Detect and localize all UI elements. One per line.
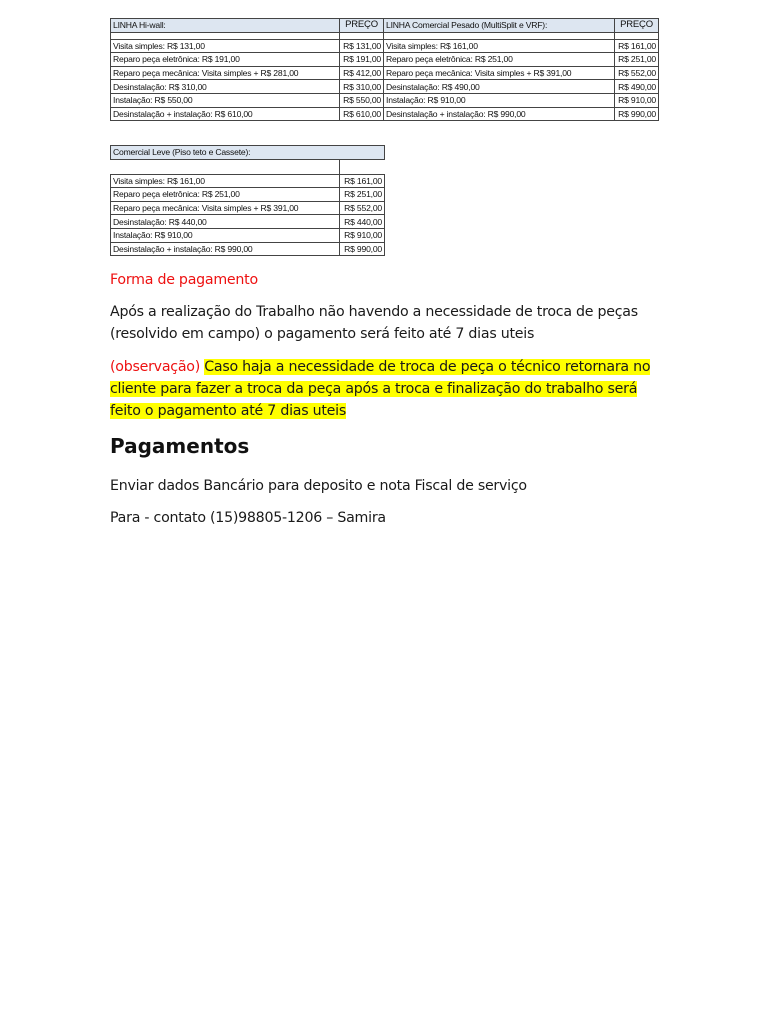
leve-price: R$ 990,00 xyxy=(340,242,385,256)
pagamentos-line-contact: Para - contato (15)98805-1206 – Samira xyxy=(110,510,386,526)
leve-item: Visita simples: R$ 161,00 xyxy=(111,174,340,188)
payment-paragraph: Após a realização do Trabalho não havendo a necessidade de troca de peças (resolvido em campo) o pagamento será feito até 7 dias uteis xyxy=(110,304,638,342)
comercial-pesado-header: LINHA Comercial Pesado (MultiSplit e VRF): xyxy=(384,19,615,33)
hiwall-price: R$ 610,00 xyxy=(340,107,384,121)
leve-price: R$ 251,00 xyxy=(340,188,385,202)
note-label: (observação) xyxy=(110,359,200,375)
table-row xyxy=(111,215,385,229)
pesado-price: R$ 161,00 xyxy=(615,39,659,53)
table-row xyxy=(111,39,659,53)
pesado-item: Reparo peça mecânica: Visita simples + R$ 391,00 xyxy=(384,66,615,80)
table-row xyxy=(111,53,659,67)
hiwall-price: R$ 191,00 xyxy=(340,53,384,67)
payment-note xyxy=(110,356,660,422)
hiwall-price: R$ 131,00 xyxy=(340,39,384,53)
pesado-item: Visita simples: R$ 161,00 xyxy=(384,39,615,53)
pagamentos-line-bank: Enviar dados Bancário para deposito e nota Fiscal de serviço xyxy=(110,478,527,494)
hiwall-price: R$ 310,00 xyxy=(340,80,384,94)
table-header-row xyxy=(111,146,385,160)
pesado-price: R$ 251,00 xyxy=(615,53,659,67)
hiwall-price: R$ 412,00 xyxy=(340,66,384,80)
hiwall-price-table xyxy=(110,18,659,121)
leve-item: Desinstalação: R$ 440,00 xyxy=(111,215,340,229)
hiwall-item: Desinstalação + instalação: R$ 610,00 xyxy=(111,107,340,121)
pesado-price: R$ 490,00 xyxy=(615,80,659,94)
pesado-item: Instalação: R$ 910,00 xyxy=(384,93,615,107)
leve-item: Desinstalação + instalação: R$ 990,00 xyxy=(111,242,340,256)
pesado-item: Desinstalação + instalação: R$ 990,00 xyxy=(384,107,615,121)
hiwall-item: Reparo peça mecânica: Visita simples + R$ 281,00 xyxy=(111,66,340,80)
comercial-leve-price-table xyxy=(110,145,385,256)
table-row xyxy=(111,93,659,107)
leve-item: Reparo peça eletrônica: R$ 251,00 xyxy=(111,188,340,202)
pesado-price: R$ 552,00 xyxy=(615,66,659,80)
pesado-price: R$ 990,00 xyxy=(615,107,659,121)
leve-price: R$ 552,00 xyxy=(340,201,385,215)
leve-item: Instalação: R$ 910,00 xyxy=(111,228,340,242)
table-row xyxy=(111,242,385,256)
table-row xyxy=(111,188,385,202)
leve-item: Reparo peça mecânica: Visita simples + R$ 391,00 xyxy=(111,201,340,215)
comercial-pesado-price-header: PREÇO xyxy=(615,19,659,33)
leve-price: R$ 910,00 xyxy=(340,228,385,242)
payment-heading: Forma de pagamento xyxy=(110,272,258,288)
hiwall-price-header: PREÇO xyxy=(340,19,384,33)
hiwall-item: Visita simples: R$ 131,00 xyxy=(111,39,340,53)
table-row xyxy=(111,201,385,215)
pesado-price: R$ 910,00 xyxy=(615,93,659,107)
table-spacer-row xyxy=(111,32,659,39)
table-row xyxy=(111,80,659,94)
hiwall-item: Instalação: R$ 550,00 xyxy=(111,93,340,107)
table-row xyxy=(111,174,385,188)
hiwall-item: Desinstalação: R$ 310,00 xyxy=(111,80,340,94)
table-spacer-row xyxy=(111,159,385,174)
comercial-leve-header: Comercial Leve (Piso teto e Cassete): xyxy=(111,146,385,160)
pagamentos-title: Pagamentos xyxy=(110,434,250,458)
hiwall-item: Reparo peça eletrônica: R$ 191,00 xyxy=(111,53,340,67)
hiwall-header: LINHA Hi-wall: xyxy=(111,19,340,33)
table-row xyxy=(111,66,659,80)
pesado-item: Reparo peça eletrônica: R$ 251,00 xyxy=(384,53,615,67)
leve-price: R$ 440,00 xyxy=(340,215,385,229)
table-row xyxy=(111,228,385,242)
pesado-item: Desinstalação: R$ 490,00 xyxy=(384,80,615,94)
table-header-row xyxy=(111,19,659,33)
hiwall-price: R$ 550,00 xyxy=(340,93,384,107)
leve-price: R$ 161,00 xyxy=(340,174,385,188)
note-text: Caso haja a necessidade de troca de peça o técnico retornara no cliente para fazer a troca da peça após a troca e finalização do trabalho será feito o pagamento até 7 dias uteis xyxy=(110,359,651,419)
table-row xyxy=(111,107,659,121)
